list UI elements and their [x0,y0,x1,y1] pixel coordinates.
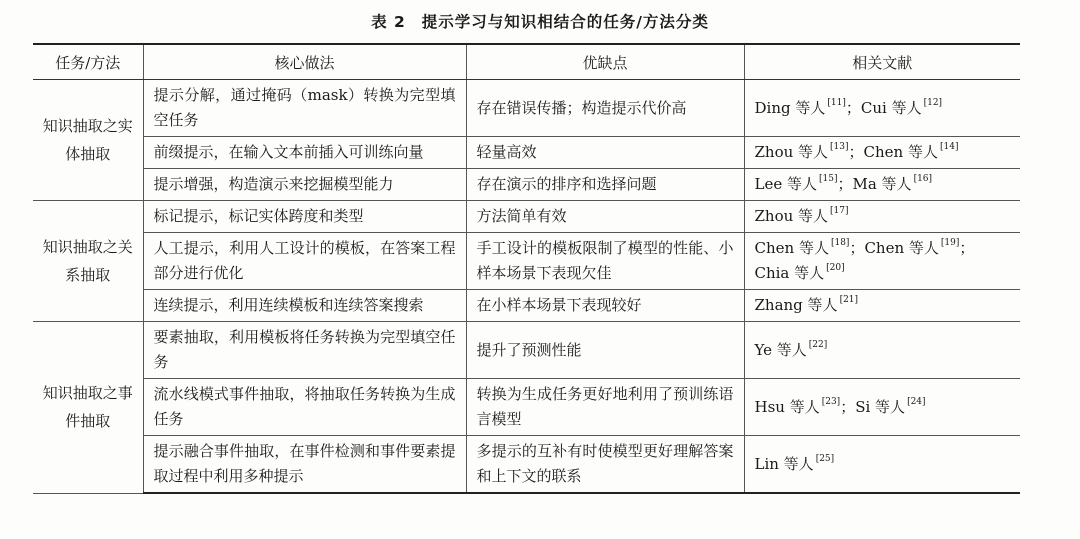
method-cell: 提示增强，构造演示来挖掘模型能力 [143,169,466,201]
reference-cell [744,436,1020,494]
proscons-cell: 手工设计的模板限制了模型的性能、小样本场景下表现欠佳 [466,233,744,290]
header-task: 任务/方法 [33,44,143,80]
header-method: 核心做法 [143,44,466,80]
table-row [33,379,1020,436]
citation-number: [20] [826,263,845,273]
reference-cell: Ding 等人 [11]；Cui 等人 [12] [744,80,1020,137]
citation-number: [12] [923,97,943,108]
citation-number: [16] [913,174,933,184]
citation-number: [13] [830,142,849,152]
reference-name: Lee 等人 [754,175,817,193]
reference-cell: Lee 等人 [15]；Ma 等人 [16] [744,169,1020,201]
reference-name: Zhou 等人 [754,143,829,161]
reference-name: Hsu 等人 [754,397,820,416]
proscons-cell: 存在错误传播；构造提示代价高 [466,80,744,137]
citation-number: [17] [830,206,849,216]
citation-number: [18] [830,238,850,248]
reference-name: Si 等人 [855,397,906,416]
reference-name: Ding 等人 [754,98,826,117]
method-cell: 人工提示，利用人工设计的模板，在答案工程部分进行优化 [143,233,466,290]
reference-name: Zhang 等人 [754,296,838,314]
reference-cell [744,201,1020,233]
proscons-cell: 轻量高效 [466,137,744,169]
table-caption [0,10,1080,32]
table-row [33,201,1020,233]
reference-name: Chia 等人 [754,264,825,282]
reference-cell: Chen 等人 [18]；Chen 等人 [19]； Chia 等人 [20] [744,233,1020,290]
table-row [33,169,1020,201]
classification-table [33,43,1020,494]
method-cell: 连续提示，利用连续模板和连续答案搜索 [143,290,466,322]
citation-number: [21] [839,295,859,305]
reference-name: Zhou 等人 [754,207,829,225]
citation-number: [23] [821,396,841,407]
method-cell: 要素抽取，利用模板将任务转换为完型填空任务 [143,322,466,379]
reference-cell [744,290,1020,322]
reference-name: Chen 等人 [863,143,938,161]
proscons-cell: 多提示的互补有时使模型更好理解答案和上下文的联系 [466,436,744,494]
reference-cell: Zhou 等人 [13]；Chen 等人 [14] [744,137,1020,169]
reference-name: Ma 等人 [852,175,912,193]
reference-name: Cui 等人 [860,98,922,117]
proscons-cell: 提升了预测性能 [466,322,744,379]
reference-cell: Hsu 等人 [23]；Si 等人 [24] [744,379,1020,436]
reference-name: Chen 等人 [754,239,829,257]
table-row [33,233,1020,290]
citation-number: [11] [827,97,846,108]
method-cell: 提示分解，通过掩码（mask）转换为完型填空任务 [143,80,466,137]
proscons-cell: 转换为生成任务更好地利用了预训练语言模型 [466,379,744,436]
table-row [33,290,1020,322]
citation-number: [22] [808,339,828,350]
method-cell: 提示融合事件抽取，在事件检测和事件要素提取过程中利用多种提示 [143,436,466,494]
method-cell: 流水线模式事件抽取，将抽取任务转换为生成任务 [143,379,466,436]
table-title: 提示学习与知识相结合的任务/方法分类 [421,13,709,31]
table-header-row [33,44,1020,80]
citation-number: [15] [818,174,838,184]
citation-number: [25] [815,453,835,464]
table-row [33,80,1020,137]
citation-number: [19] [940,238,960,248]
citation-number: [14] [940,142,959,152]
header-proscons: 优缺点 [466,44,744,80]
table-row [33,137,1020,169]
reference-cell [744,322,1020,379]
task-cell: 知识抽取之实体抽取 [33,80,143,201]
method-cell: 前缀提示，在输入文本前插入可训练向量 [143,137,466,169]
task-cell: 知识抽取之关系抽取 [33,201,143,322]
proscons-cell: 存在演示的排序和选择问题 [466,169,744,201]
proscons-cell: 方法简单有效 [466,201,744,233]
reference-name: Ye 等人 [754,340,807,359]
reference-name: Lin 等人 [754,454,814,473]
reference-name: Chen 等人 [864,239,939,257]
method-cell: 标记提示，标记实体跨度和类型 [143,201,466,233]
table-row [33,436,1020,494]
table-number: 表 2 [371,13,406,31]
header-references: 相关文献 [744,44,1020,80]
proscons-cell: 在小样本场景下表现较好 [466,290,744,322]
task-cell: 知识抽取之事件抽取 [33,322,143,494]
citation-number: [24] [907,396,926,407]
table-row [33,322,1020,379]
